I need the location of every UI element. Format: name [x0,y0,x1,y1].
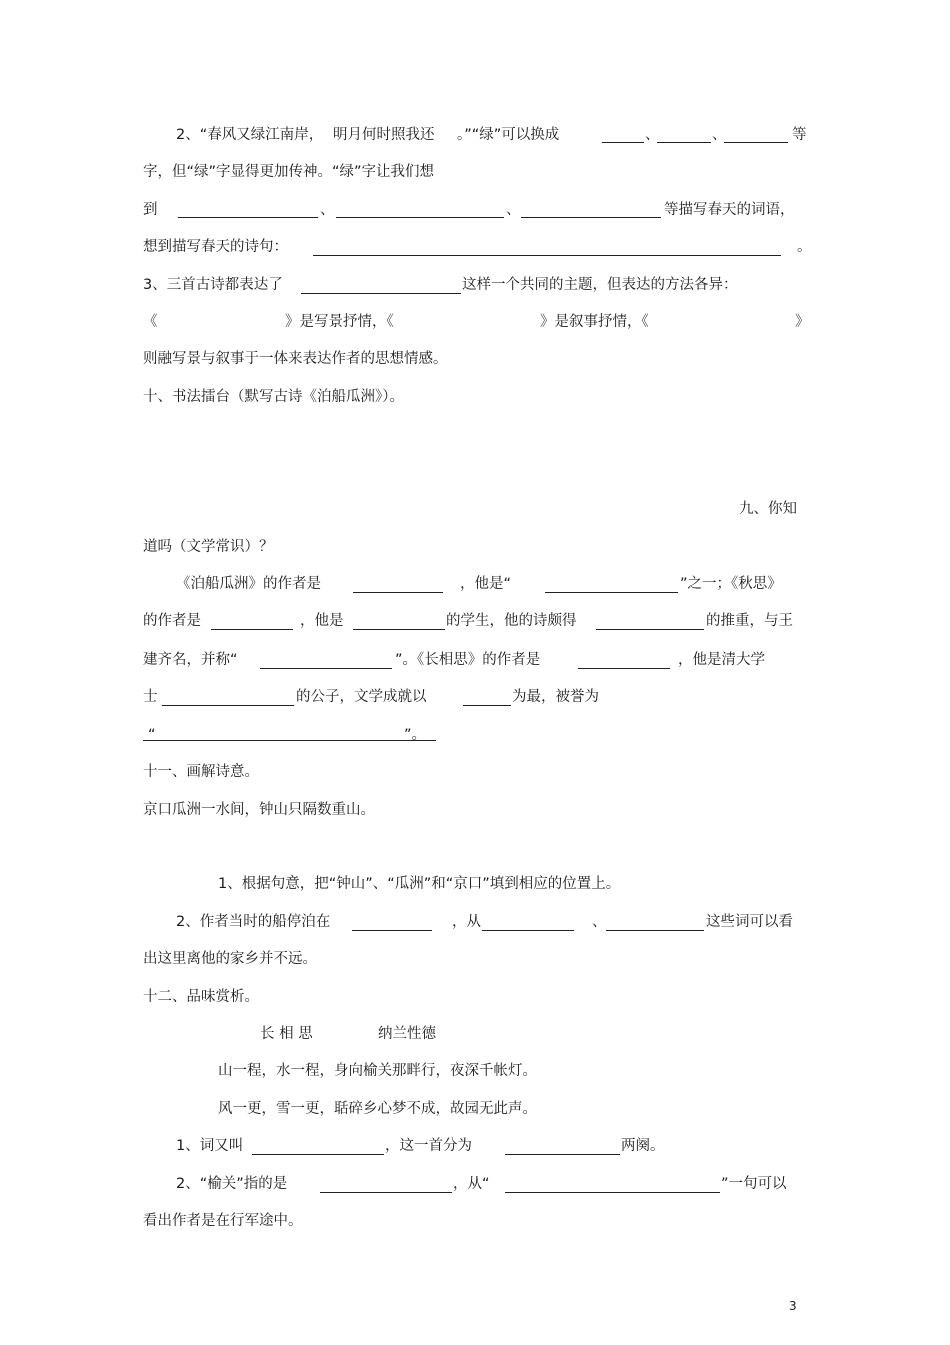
sec9-l4-c: 为最，被誉为 [512,689,599,705]
sec12-q2-line2: 看出作者是在行军途中。 [143,1213,303,1229]
answer-blank[interactable] [353,578,443,593]
sec12-q2-b: ，从“ [453,1176,490,1192]
answer-blank[interactable] [252,1140,384,1155]
q3-line1-end: 这样一个共同的主题，但表达的方法各异： [462,277,738,293]
answer-blank[interactable] [602,128,644,143]
answer-blank[interactable] [313,241,781,256]
answer-blank[interactable] [657,128,711,143]
q3-part1: 》是写景抒情，《 [285,314,394,330]
answer-blank[interactable] [353,615,445,630]
q3-close-quote: 》 [795,314,810,330]
q2-line3-a: 到 [143,202,158,218]
answer-blank[interactable] [260,654,392,669]
sec9-l2-b: ，他是 [300,613,344,629]
sec9-l5-a: “ [148,727,156,743]
answer-blank[interactable] [521,203,661,218]
section-9-title-b: 道吗（文学常识）？ [143,539,274,555]
q3-line3: 则融写景与叙事于一体来表达作者的思想情感。 [143,351,448,367]
section-10-title: 十、书法擂台（默写古诗《泊船瓜洲》）。 [143,389,404,405]
sec11-q2-c: 、 [592,914,607,930]
sec9-l3-a: 建齐名，并称“ [143,652,238,668]
page-number: 3 [789,1299,797,1313]
answer-blank[interactable] [143,726,436,741]
sec9-l1-a: 《泊船瓜洲》的作者是 [176,576,321,592]
q3-open-quote: 《 [143,314,158,330]
answer-blank[interactable] [482,916,574,931]
sec9-l1-c: ”之一；《秋思》 [680,576,782,592]
answer-blank[interactable] [211,615,293,630]
q2-line4-end: 。 [797,239,812,255]
answer-blank[interactable] [463,691,511,706]
section-9-title-a: 九、你知 [739,501,797,517]
answer-blank[interactable] [301,279,461,294]
answer-blank[interactable] [596,615,704,630]
q2-line4-a: 想到描写春天的诗句： [143,239,288,255]
sec11-poem-line: 京口瓜洲一水间，钟山只隔数重山。 [143,802,375,818]
sec9-l2-c: 的学生，他的诗颇得 [446,613,577,629]
poem-line-1: 山一程，水一程，身向榆关那畔行，夜深千帐灯。 [218,1063,537,1079]
answer-blank[interactable] [606,916,704,931]
sec11-q2-b: ，从 [452,914,481,930]
q2-line3-end: 等描写春天的词语， [664,202,795,218]
separator: 、 [320,202,335,218]
q2-line2: 字，但“绿”字显得更加传神。“绿”字让我们想 [143,164,435,180]
sec11-q1: 1、根据句意，把“钟山”、“瓜洲”和“京口”填到相应的位置上。 [218,876,621,892]
sec12-q2-a: 2、“榆关”指的是 [176,1176,288,1192]
sec12-q1-a: 1、词又叫 [176,1138,244,1154]
sec9-l4-b: 的公子，文学成就以 [296,689,427,705]
sec11-q2-d: 这些词可以看 [706,914,793,930]
section-12-title: 十二、品味赏析。 [143,989,259,1005]
answer-blank[interactable] [545,578,678,593]
separator: 、 [506,202,521,218]
poem-title: 长 相 思 [260,1026,313,1042]
answer-blank[interactable] [505,1178,720,1193]
answer-blank[interactable] [178,203,318,218]
q3-line1-a: 3、三首古诗都表达了 [143,277,283,293]
separator: 、 [712,127,727,143]
sec12-q1-b: ，这一首分为 [385,1138,472,1154]
q2-line1-a: 2、“春风又绿江南岸， [176,127,324,143]
answer-blank[interactable] [162,691,294,706]
separator: 、 [645,127,660,143]
sec9-l1-b: ，他是“ [460,576,512,592]
poem-author: 纳兰性德 [378,1026,436,1042]
answer-blank[interactable] [578,654,670,669]
sec9-l5-b: ”。 [404,727,427,743]
answer-blank[interactable] [505,1140,620,1155]
sec11-q2-line2: 出这里离他的家乡并不远。 [143,951,317,967]
sec9-l3-b: ”。《长相思》的作者是 [395,652,541,668]
q2-line1-c: 。”“绿”可以换成 [457,127,560,143]
sec12-q2-c: ”一句可以 [721,1176,787,1192]
sec12-q1-c: 两阕。 [621,1138,665,1154]
answer-blank[interactable] [320,1178,452,1193]
sec9-l2-d: 的推重，与王 [706,613,793,629]
q2-line1-b: 明月何时照我还 [333,127,435,143]
answer-blank[interactable] [352,916,432,931]
sec9-l2-a: 的作者是 [143,613,201,629]
q2-line1-end: 等 [792,127,807,143]
sec11-q2-a: 2、作者当时的船停泊在 [176,914,331,930]
answer-blank[interactable] [724,128,788,143]
section-11-title: 十一、画解诗意。 [143,764,259,780]
q3-part2: 》是叙事抒情，《 [540,314,649,330]
sec9-l4-a: 士 [143,689,158,705]
sec9-l3-c: ，他是清大学 [678,652,765,668]
poem-line-2: 风一更，雪一更，聒碎乡心梦不成，故园无此声。 [218,1101,537,1117]
answer-blank[interactable] [336,203,504,218]
